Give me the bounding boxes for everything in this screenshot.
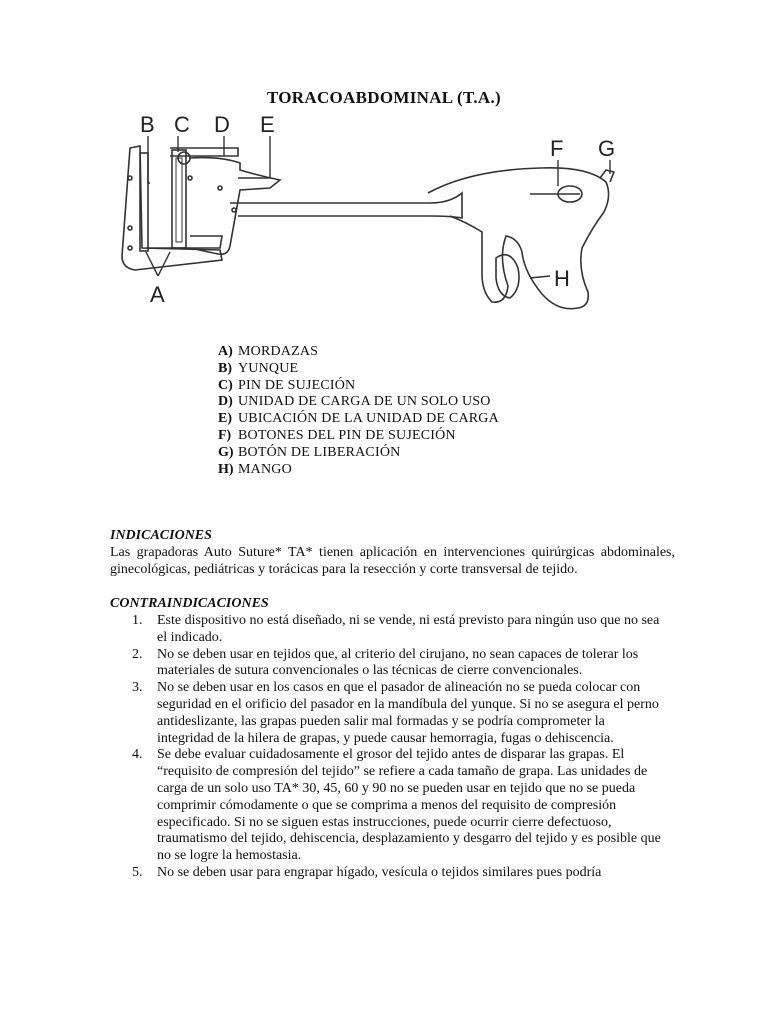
label-A: A: [150, 282, 165, 307]
item-text: Se debe evaluar cuidadosamente el grosor del tejido antes de disparar las grapas. El “requisito de compresión del tejido” se refiere a cada tamaño de grapa. Las unidades de carga de un solo uso TA* 30, 45, 60 y 90 no se pueden usar en tejido que no se pueda comprimir cómodamente o que se comprima a menos del requisito de compresión especificado. Si no se siguen estas instrucciones, puede ocurrir cierre defectuoso, traumatismo del tejido, dehiscencia, desplazamiento y desgarro del tejido y es posible que no se logre la hemostasia.: [157, 747, 661, 864]
legend-key: E): [218, 411, 232, 427]
label-B: B: [140, 112, 155, 137]
label-D: D: [214, 112, 230, 137]
item-text: No se deben usar en tejidos que, al criterio del cirujano, no sean capaces de tolerar los materiales de sutura convencionales o las técnicas de cierre convencionales.: [157, 646, 639, 679]
page-title: TORACOABDOMINAL (T.A.): [266, 88, 502, 107]
list-item: [110, 647, 665, 681]
legend-text: MORDAZAS: [238, 344, 319, 359]
legend-row: [218, 361, 499, 378]
legend-key: F): [218, 427, 232, 443]
legend-text: PIN DE SUJECIÓN: [238, 377, 356, 393]
legend-row: [218, 411, 499, 428]
contraindicaciones-list: [110, 613, 665, 882]
item-number: 5.: [132, 864, 143, 880]
item-text: No se deben usar en los casos en que el pasador de alineación no se pueda colocar con seguridad en el orificio del pasador en la mandíbula del yunque. Si no se asegura el perno antideslizante, las grapas pueden salir mal formadas y se podría comprometer la integridad de la hilera de grapas, y puede causar hemorragia, fugas o dehiscencia.: [157, 680, 659, 746]
legend-key: H): [218, 461, 234, 477]
legend-text: BOTONES DEL PIN DE SUJECIÓN: [238, 427, 456, 443]
legend-text: YUNQUE: [238, 360, 299, 376]
legend-row: [218, 445, 499, 462]
item-text: No se deben usar para engrapar hígado, vesícula o tejidos similares pues podría: [157, 864, 602, 880]
contraindicaciones-heading: CONTRAINDICACIONES: [110, 596, 269, 611]
label-C: C: [174, 112, 190, 137]
item-number: 1.: [132, 613, 143, 628]
legend-text: UNIDAD DE CARGA DE UN SOLO USO: [238, 394, 491, 410]
list-item: [110, 865, 665, 882]
label-E: E: [260, 112, 275, 137]
legend-key: C): [218, 377, 233, 393]
parts-legend: [218, 344, 499, 478]
label-G: G: [598, 136, 616, 161]
legend-key: A): [218, 344, 233, 359]
legend-row: [218, 462, 499, 479]
legend-key: G): [218, 444, 234, 460]
legend-key: B): [218, 360, 232, 376]
item-number: 2.: [132, 646, 143, 662]
legend-row: [218, 394, 499, 411]
indicaciones-paragraph: Las grapadoras Auto Suture* TA* tienen aplicación en intervenciones quirúrgicas abdominales, ginecológicas, pediátricas y torácicas para la resección y corte transversal de tejido.: [110, 545, 675, 577]
item-number: 4.: [132, 747, 143, 763]
item-text: Este dispositivo no está diseñado, ni se vende, ni está previsto para ningún uso que no sea el indicado.: [157, 613, 660, 645]
list-item: [110, 747, 665, 865]
item-number: 3.: [132, 680, 143, 696]
legend-row: [218, 378, 499, 395]
list-item: [110, 613, 665, 647]
legend-text: UBICACIÓN DE LA UNIDAD DE CARGA: [238, 411, 499, 427]
indicaciones-heading: INDICACIONES: [110, 528, 212, 543]
label-H: H: [554, 266, 570, 291]
label-F: F: [550, 136, 564, 161]
legend-text: BOTÓN DE LIBERACIÓN: [238, 444, 401, 460]
legend-key: D): [218, 394, 233, 410]
legend-row: [218, 428, 499, 445]
legend-row: [218, 344, 499, 361]
release-button: [600, 170, 614, 182]
shaft: [190, 158, 280, 255]
stapler-diagram: [110, 108, 670, 328]
list-item: [110, 680, 665, 747]
handle-body: [428, 168, 609, 309]
legend-text: MANGO: [238, 461, 292, 477]
